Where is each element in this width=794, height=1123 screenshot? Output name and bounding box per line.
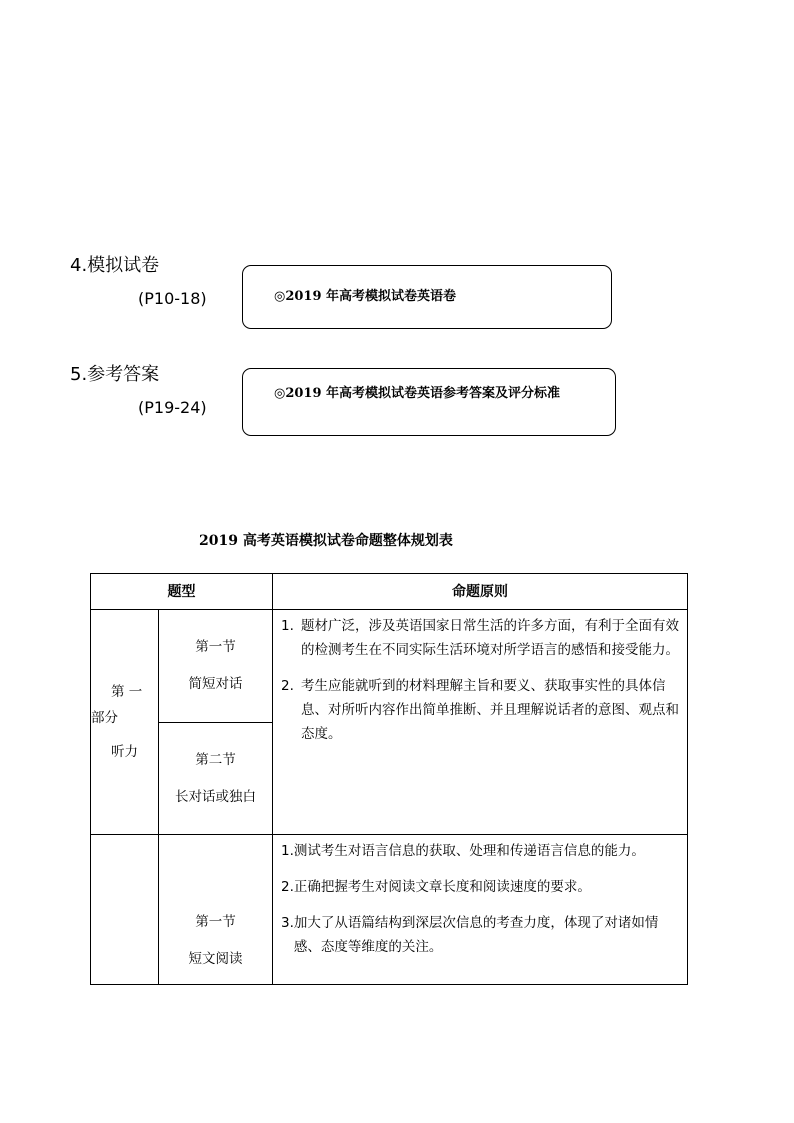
list-item xyxy=(281,614,683,662)
part1-label-line1: 第 一 xyxy=(111,684,143,700)
part1-section1-line1: 第一节 xyxy=(195,639,236,655)
principle-text: 题材广泛，涉及英语国家日常生活的许多方面，有利于全面有效的检测考生在不同实际生活环境对所学语言的感悟和接受能力。 xyxy=(301,618,679,658)
part1-section2-line1: 第二节 xyxy=(195,751,236,768)
principle-num: 2. xyxy=(281,879,294,895)
principle-text: 加大了从语篇结构到深层次信息的考查力度，体现了对诸如情感、态度等维度的关注。 xyxy=(293,915,659,955)
principle-num: 1. xyxy=(281,843,294,859)
item-5-pages: (P19-24) xyxy=(138,398,207,417)
table-title: 2019 高考英语模拟试卷命题整体规划表 xyxy=(199,533,453,549)
item-4-title: 4.模拟试卷 xyxy=(70,255,160,276)
part2-section1-line1: 第一节 xyxy=(195,914,236,930)
item-4-pages: (P10-18) xyxy=(138,289,207,308)
part1-principles xyxy=(273,610,688,835)
part1-section1-line2: 简短对话 xyxy=(188,676,243,692)
principle-num: 2. xyxy=(281,678,294,694)
part1-section2 xyxy=(159,723,273,835)
part1-section1 xyxy=(159,610,273,723)
item-4-box-text: ◎2019 年高考模拟试卷英语卷 xyxy=(274,289,457,304)
list-item xyxy=(281,839,683,863)
header-type: 题型 xyxy=(91,574,273,610)
part1-label xyxy=(91,610,159,835)
principle-text: 正确把握考生对阅读文章长度和阅读速度的要求。 xyxy=(293,879,591,895)
principle-text: 测试考生对语言信息的获取、处理和传递语言信息的能力。 xyxy=(293,843,645,859)
principle-num: 3. xyxy=(281,915,294,931)
principle-text: 考生应能就听到的材料理解主旨和要义、获取事实性的具体信息、对所听内容作出简单推断、并且理解说话者的意图、观点和态度。 xyxy=(301,678,679,742)
item-5-box xyxy=(242,368,616,436)
part2-principles xyxy=(273,835,688,985)
table-row xyxy=(91,835,688,985)
table-header-row xyxy=(91,574,688,610)
principle-num: 1. xyxy=(281,618,294,634)
item-5-box-text: ◎2019 年高考模拟试卷英语参考答案及评分标准 xyxy=(274,386,561,401)
table-row xyxy=(91,610,688,723)
part1-section2-line2: 长对话或独白 xyxy=(175,788,256,805)
part2-section1-line2: 短文阅读 xyxy=(188,951,243,967)
list-item xyxy=(281,674,683,746)
header-principle: 命题原则 xyxy=(273,574,688,610)
part2-section1 xyxy=(159,835,273,985)
part2-label xyxy=(91,835,159,985)
part1-label-line3: 听力 xyxy=(111,744,138,760)
part1-label-line2: 部分 xyxy=(91,710,118,726)
list-item xyxy=(281,911,683,959)
list-item xyxy=(281,875,683,899)
item-4-box xyxy=(242,265,612,329)
planning-table xyxy=(90,573,688,985)
item-5-title: 5.参考答案 xyxy=(70,364,160,385)
